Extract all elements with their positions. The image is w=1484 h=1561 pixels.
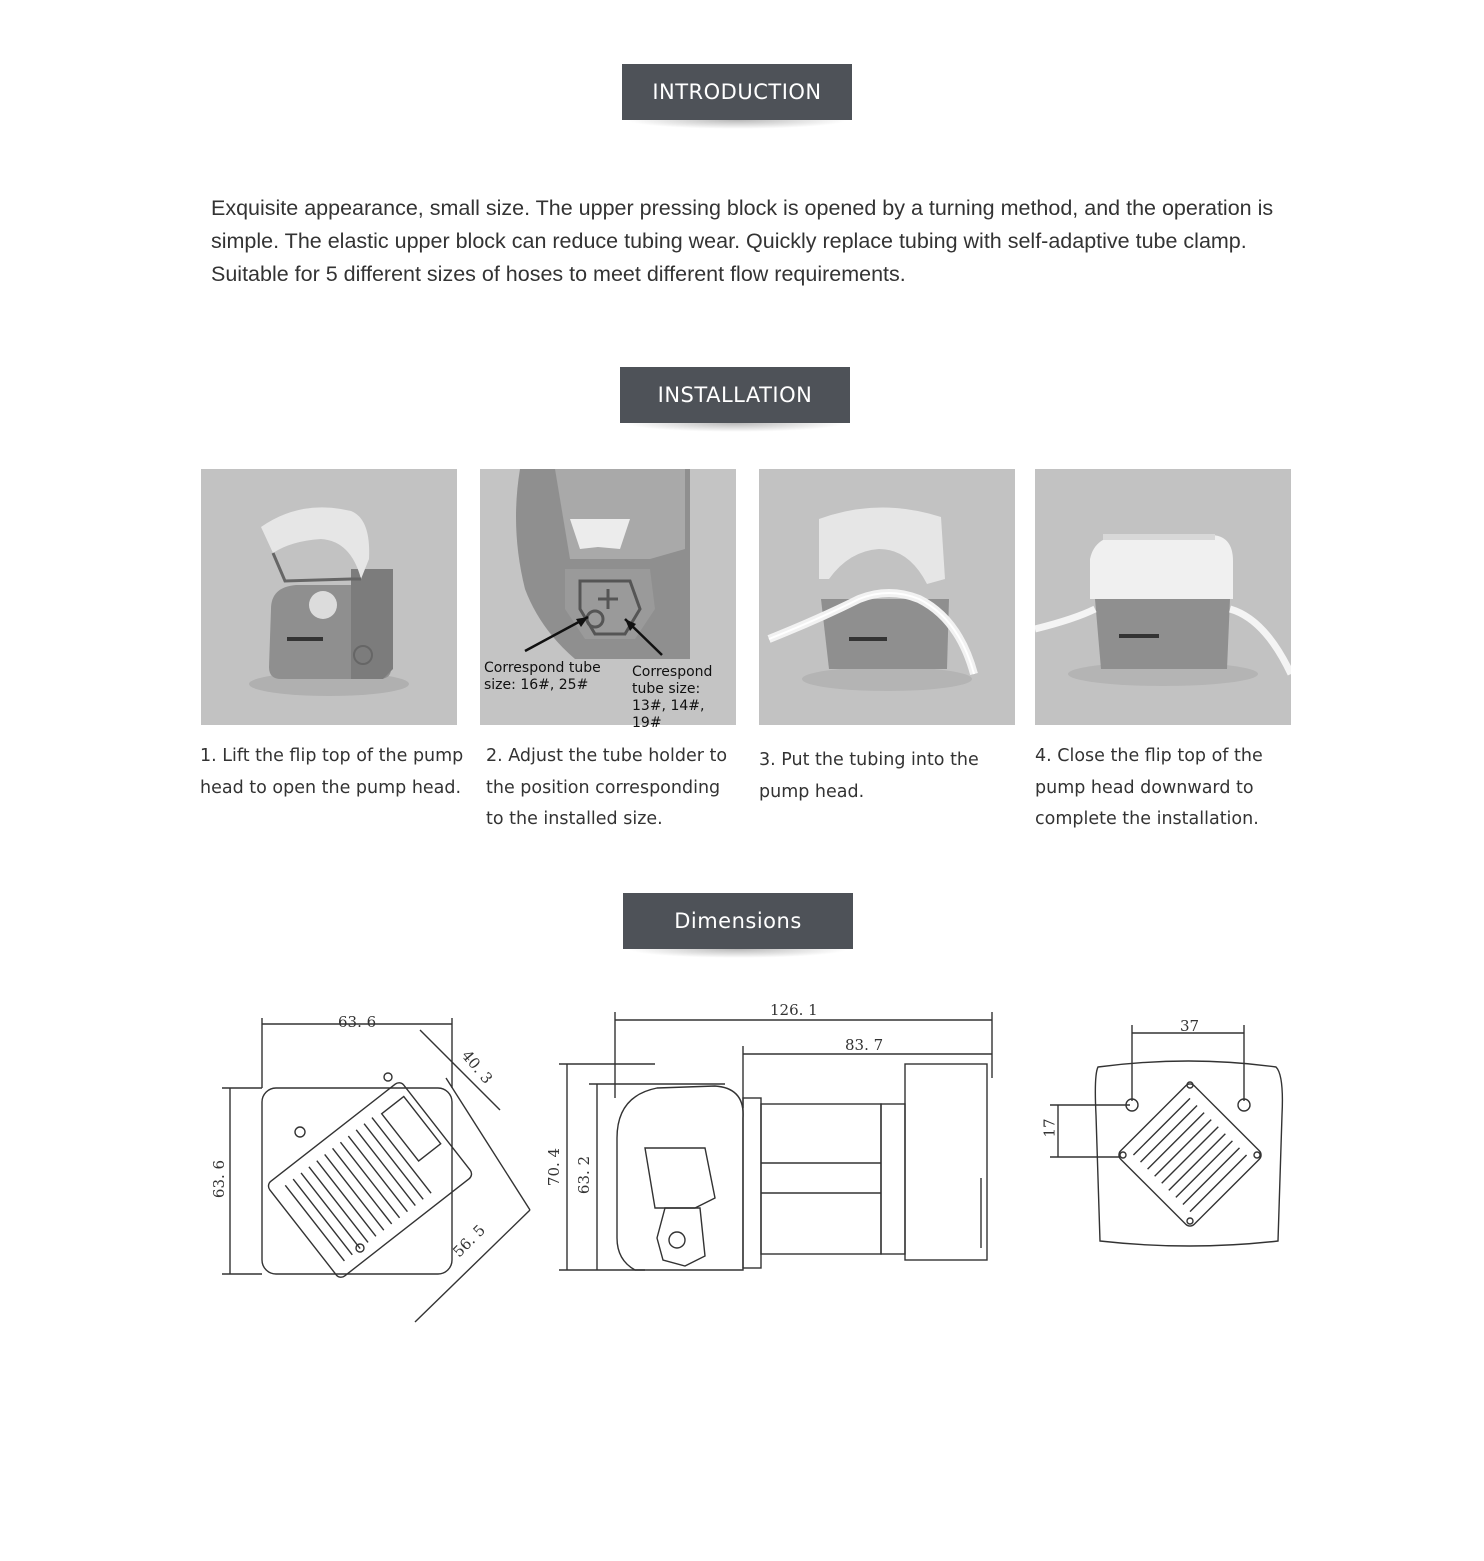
back-hole-spacing-label: 37	[1180, 1017, 1200, 1035]
callout-tube-size-left: Correspond tube size: 16#, 25#	[484, 660, 601, 693]
introduction-paragraph: Exquisite appearance, small size. The upper pressing block is opened by a turning method, and the operation is simple. The elastic upper block can reduce tubing wear. Quickly replace tubing with self-adaptive tube clamp. Suitable for 5 different sizes of hoses to meet different flow requirements.	[211, 195, 1274, 286]
dimension-drawing-front	[210, 1010, 540, 1340]
back-hole-offset-label: 17	[1040, 1118, 1059, 1138]
step-2-caption: 2. Adjust the tube holder to the position corresponding to the installed size.	[486, 746, 728, 829]
dimension-drawing-back	[1040, 1015, 1290, 1250]
section-title-dimensions: Dimensions	[623, 893, 853, 949]
step-4-caption: 4. Close the flip top of the pump head downward to complete the installation.	[1035, 746, 1263, 829]
section-title-installation: INSTALLATION	[620, 367, 850, 423]
step-3-caption: 3. Put the tubing into the pump head.	[759, 750, 979, 802]
step-1-photo	[201, 469, 457, 725]
front-width-label: 63. 6	[338, 1013, 377, 1031]
front-diag-a-label: 40. 3	[457, 1046, 497, 1088]
step-3-photo	[759, 469, 1015, 725]
side-height-total-label: 70. 4	[545, 1147, 564, 1187]
side-total-length-label: 126. 1	[770, 1001, 818, 1019]
step-4-photo	[1035, 469, 1291, 725]
step-1-caption: 1. Lift the flip top of the pump head to open the pump head.	[200, 746, 464, 798]
side-motor-length-label: 83. 7	[845, 1036, 884, 1054]
front-diag-b-label: 56. 5	[449, 1221, 489, 1261]
side-height-body-label: 63. 2	[575, 1155, 594, 1195]
section-title-introduction: INTRODUCTION	[622, 64, 852, 120]
dimension-drawing-side	[545, 998, 1000, 1288]
callout-tube-size-right: Correspond tube size: 13#, 14#, 19#	[632, 664, 713, 731]
front-height-label: 63. 6	[210, 1159, 229, 1199]
